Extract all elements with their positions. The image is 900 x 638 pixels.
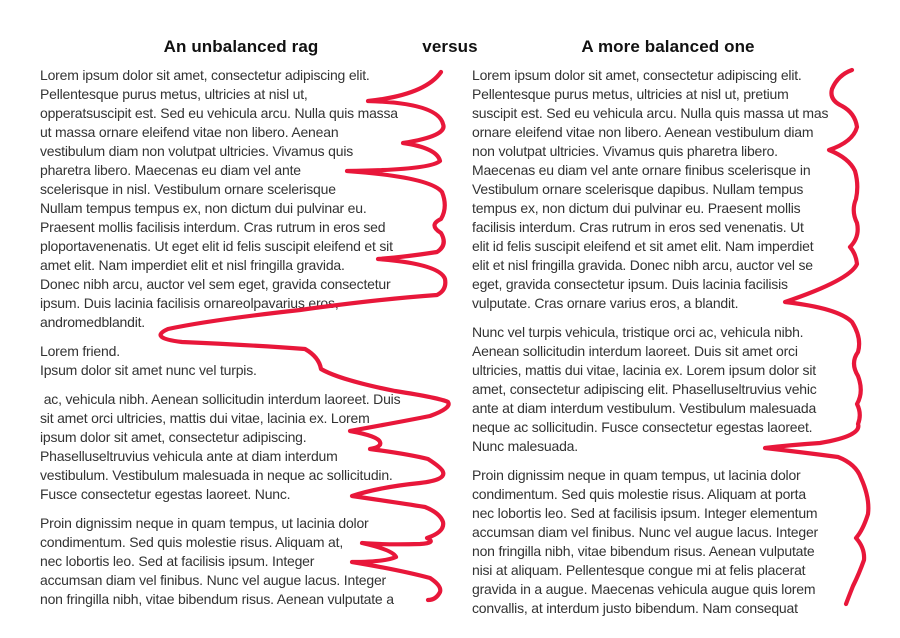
text-line: Donec nibh arcu, auctor vel sem eget, gravida consectetur [40,276,391,292]
text-line: amet elit. Nam imperdiet elit et nisl fringilla gravida. [40,257,345,273]
paragraph [40,342,400,380]
text-line: Aenean sollicitudin interdum laoreet. Duis sit amet orci [472,343,798,359]
text-line: ipsum dolor sit amet, consectetur adipiscing. [40,429,307,445]
paragraph [472,466,828,618]
text-line: Maecenas eu diam vel ante ornare finibus scelerisque in [472,162,811,178]
unbalanced-column [40,66,400,609]
title-unbalanced-rag: An unbalanced rag [163,37,319,57]
text-line: accumsan diam vel finibus. Nunc vel augue lacus. Integer [40,572,386,588]
text-line: neque ac sollicitudin. Fusce consectetur egestas laoreet. [472,419,813,435]
text-line: ante at diam interdum vestibulum. Vestibulum malesuada [472,400,817,416]
text-line: condimentum. Sed quis molestie risus. Aliquam at porta [472,486,806,502]
text-line: Lorem ipsum dolor sit amet, consectetur adipiscing elit. [472,67,802,83]
text-line: ultricies, mattis dui vitae, lacinia ex. Lorem ipsum dolor sit [472,362,816,378]
text-line: tempus ex, non dictum dui pulvinar eu. Praesent mollis [472,200,801,216]
title-versus: versus [422,37,478,57]
text-line: ac, vehicula nibh. Aenean sollicitudin interdum laoreet. Duis [40,391,401,407]
text-line: eget, gravida consectetur ipsum. Duis lacinia facilisis [472,276,788,292]
text-line: non volutpat ultricies. Vivamus quis pharetra libero. [472,143,778,159]
text-line: convallis, at interdum justo bibendum. Nam consequat [472,600,798,616]
text-line: nec lobortis leo. Sed at facilisis ipsum. Integer elementum [472,505,818,521]
text-line: scelerisque in nisl. Vestibulum ornare scelerisque [40,181,336,197]
text-line: Phaselluseltruvius vehicula ante at diam interdum [40,448,338,464]
text-line: pharetra libero. Maecenas eu diam vel ante [40,162,301,178]
text-line: ornare eleifend vitae non libero. Aenean vestibulum diam [472,124,814,140]
paragraph [40,514,400,609]
paragraph [40,390,400,504]
text-line: Nunc vel turpis vehicula, tristique orci ac, vehicula nibh. [472,324,804,340]
paragraph [40,66,400,332]
text-line: suscipit est. Sed eu vehicula arcu. Nulla quis massa ut mas [472,105,829,121]
balanced-column [472,66,828,618]
text-line: Lorem ipsum dolor sit amet, consectetur adipiscing elit. [40,67,370,83]
text-line: elit et nisl fringilla gravida. Donec nibh arcu, auctor vel se [472,257,813,273]
text-line: ipsum. Duis lacinia facilisis ornareolpavarius eros, [40,295,339,311]
text-line: vulputate. Cras ornare varius eros, a blandit. [472,295,739,311]
text-line: Lorem friend. [40,343,120,359]
text-line: facilisis interdum. Cras rutrum in eros sed venenatis. Ut [472,219,804,235]
paragraph [472,323,828,456]
text-line: vestibulum. Vestibulum malesuada in neque ac sollicitudin. [40,467,393,483]
paragraph [472,66,828,313]
text-line: non fringilla nibh, vitae bibendum risus. Aenean vulputate a [40,591,394,607]
title-balanced-rag: A more balanced one [581,37,755,57]
text-line: Proin dignissim neque in quam tempus, ut lacinia dolor [40,515,369,531]
text-line: andromedblandit. [40,314,145,330]
text-line: elit id felis suscipit eleifend et sit amet elit. Nam imperdiet [472,238,814,254]
text-line: ut massa ornare eleifend vitae non libero. Aenean [40,124,339,140]
text-line: Nullam tempus tempus ex, non dictum dui pulvinar eu. [40,200,367,216]
text-line: accumsan diam vel finibus. Nunc vel augue lacus. Integer [472,524,818,540]
text-line: Nunc malesuada. [472,438,578,454]
text-line: gravida in a augue. Maecenas vehicula augue quis lorem [472,581,816,597]
text-line: opperatsuscipit est. Sed eu vehicula arcu. Nulla quis massa [40,105,398,121]
text-line: ploportavenenatis. Ut eget elit id felis suscipit eleifend et sit [40,238,393,254]
text-line: vestibulum diam non volutpat ultricies. Vivamus quis [40,143,354,159]
text-line: Ipsum dolor sit amet nunc vel turpis. [40,362,257,378]
text-line: Fusce consectetur egestas laoreet. Nunc. [40,486,291,502]
text-line: condimentum. Sed quis molestie risus. Aliquam at, [40,534,344,550]
text-line: sit amet orci ultricies, mattis dui vitae, lacinia ex. Lorem [40,410,370,426]
text-line: Vestibulum ornare scelerisque dapibus. Nullam tempus [472,181,804,197]
text-line: Proin dignissim neque in quam tempus, ut lacinia dolor [472,467,801,483]
text-line: amet, consectetur adipiscing elit. Phaselluseltruvius vehic [472,381,817,397]
text-line: Pellentesque purus metus, ultricies at nisl ut, pretium [472,86,789,102]
text-line: Pellentesque purus metus, ultricies at nisl ut, [40,86,308,102]
text-line: nisi at aliquam. Pellentesque congue mi at felis placerat [472,562,806,578]
text-line: Praesent mollis facilisis interdum. Cras rutrum in eros sed [40,219,386,235]
text-line: non fringilla nibh, vitae bibendum risus. Aenean vulputate [472,543,815,559]
text-line: nec lobortis leo. Sed at facilisis ipsum. Integer [40,553,315,569]
